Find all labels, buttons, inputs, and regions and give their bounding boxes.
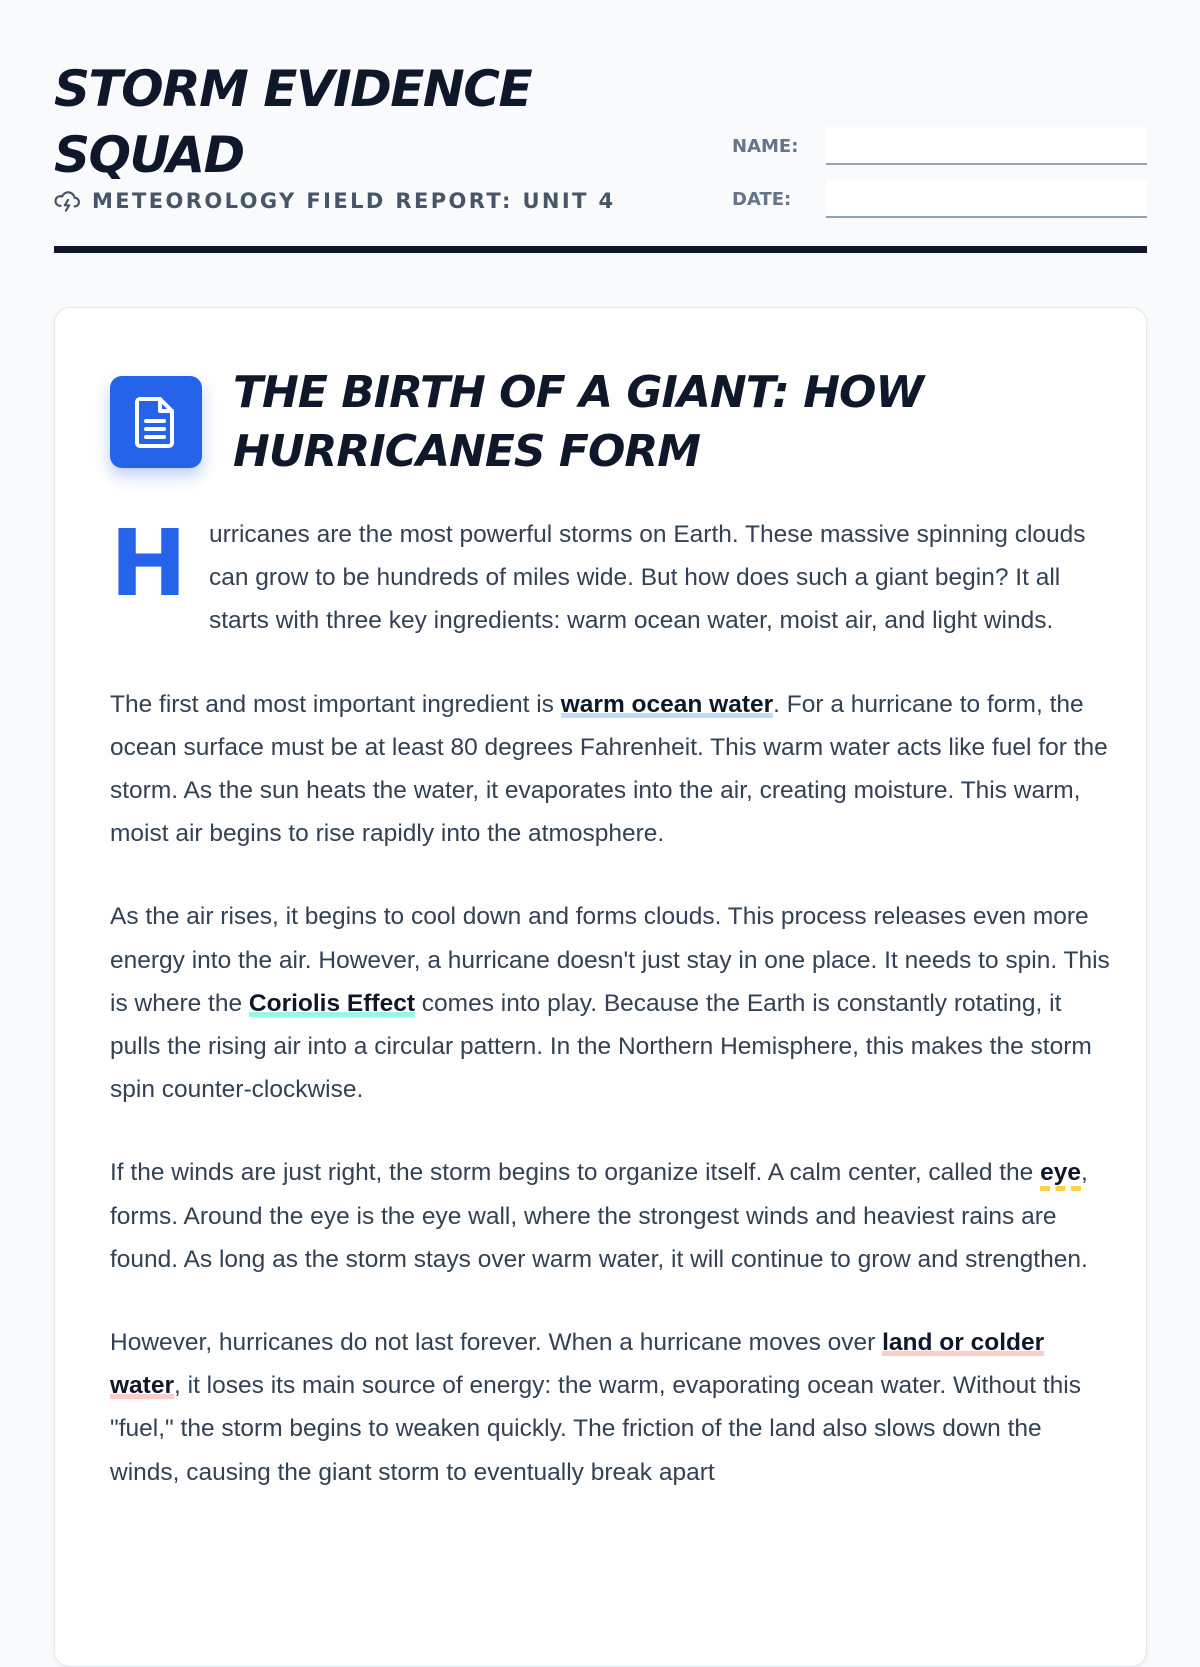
paragraph-text: However, hurricanes do not last forever. When a hurricane moves over — [110, 1329, 883, 1357]
date-label: DATE: — [732, 188, 792, 210]
paragraph-2 — [110, 683, 1110, 856]
cloud-lightning-icon — [54, 188, 80, 214]
article-body — [110, 510, 1110, 1534]
header-divider — [54, 246, 1147, 253]
article-title: THE BIRTH OF A GIANT: HOW HURRICANES FORM — [233, 367, 923, 477]
date-field[interactable] — [826, 180, 1147, 218]
key-term-coriolis-effect: Coriolis Effect — [248, 989, 415, 1017]
name-row — [732, 126, 1147, 166]
paragraph-4 — [110, 1151, 1110, 1281]
worksheet-title: STORM EVIDENCE SQUAD — [54, 60, 532, 184]
name-label: NAME: — [732, 135, 799, 157]
paragraph-text: urricanes are the most powerful storms on Earth. These massive spinning clouds can grow to be hundreds of miles wide. But how does such a giant begin? It all starts with three key ingredients: warm ocean water, moist air, and light winds. — [209, 521, 1086, 635]
document-icon — [110, 376, 202, 468]
key-term-eye: eye — [1040, 1159, 1081, 1191]
paragraph-text: If the winds are just right, the storm begins to organize itself. A calm center, called the — [110, 1159, 1041, 1187]
paragraph-5 — [110, 1321, 1110, 1494]
key-term-land-or-colder-water: land or colder water — [110, 1329, 1045, 1400]
drop-cap: H — [110, 510, 187, 617]
paragraph-text: , it loses its main source of energy: the warm, evaporating ocean water. Without this "fuel," the storm begins to weaken quickly. The friction of the land also slows down the winds, causing the giant storm to eventually break apart — [110, 1372, 1081, 1486]
paragraph-text: comes into play. Because the Earth is constantly rotating, it pulls the rising air into a circular pattern. In the Northern Hemisphere, this makes the storm spin counter-clockwise. — [110, 989, 1092, 1104]
paragraph-text: . For a hurricane to form, the ocean surface must be at least 80 degrees Fahrenheit. This warm water acts like fuel for the storm. As the sun heats the water, it evaporates into the air, creating moisture. This warm, moist air begins to rise rapidly into the atmosphere. — [110, 690, 1108, 848]
date-row — [732, 179, 1147, 219]
paragraph-3 — [110, 895, 1110, 1111]
worksheet-subtitle — [54, 188, 616, 214]
worksheet-header — [54, 56, 1147, 256]
paragraph-text: As the air rises, it begins to cool down and forms clouds. This process releases even more energy into the air. However, a hurricane doesn't just stay in one place. It needs to spin. This is where the — [110, 903, 1110, 1017]
paragraph-text: The first and most important ingredient is — [110, 690, 561, 718]
key-term-warm-ocean-water: warm ocean water — [560, 690, 774, 718]
name-field[interactable] — [826, 127, 1147, 165]
paragraph-1 — [110, 510, 1110, 643]
paragraph-text: , forms. Around the eye is the eye wall, where the strongest winds and heaviest rains are found. As long as the storm stays over warm water, it will continue to grow and strengthen. — [110, 1159, 1088, 1273]
article-card — [54, 307, 1147, 1667]
subtitle-text: METEOROLOGY FIELD REPORT: UNIT 4 — [92, 189, 616, 213]
student-info-fields — [732, 126, 1147, 232]
